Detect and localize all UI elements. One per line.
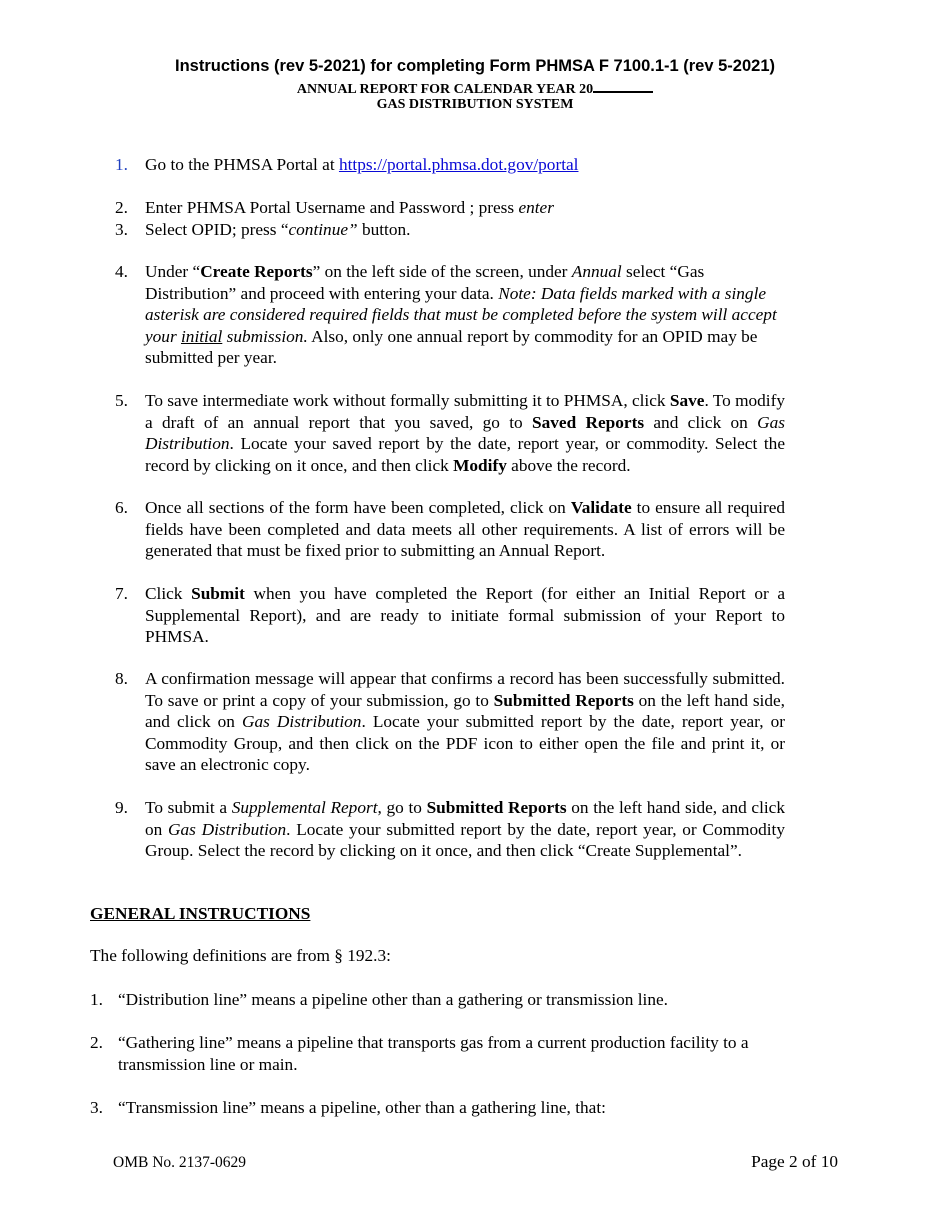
definition-3: 3. “Transmission line” means a pipeline, other than a gathering line, that: <box>90 1098 606 1117</box>
system-title: GAS DISTRIBUTION SYSTEM <box>376 97 574 112</box>
step-1: 1. Go to the PHMSA Portal at https://portal.phmsa.dot.gov/portal <box>115 155 579 174</box>
portal-link[interactable]: https://portal.phmsa.dot.gov/portal <box>338 155 579 174</box>
general-instructions-heading: GENERAL INSTRUCTIONS <box>90 904 311 923</box>
step-9: 9. To submit a Supplemental Report, go to Submitted Reports on the left hand side, and click on Gas Distribution. Locate your submitted report by the date, report year, or Commodity Group. Select the record by clicking on it once, and then click “Create Supplemental”. <box>115 798 785 861</box>
step-2: 2. Enter PHMSA Portal Username and Password ; press enter <box>115 198 554 217</box>
step-3: 3. Select OPID; press “continue” button. <box>115 220 411 239</box>
omb-number: OMB No. 2137-0629 <box>113 1154 247 1171</box>
page-number: Page 2 of 10 <box>751 1152 838 1171</box>
step-6: 6. Once all sections of the form have been completed, click on Validate to ensure all required fields have been completed and data meets all other requirements. A list of errors will be generated that must be fixed prior to submitting an Annual Report. <box>115 498 786 561</box>
step-5: 5. To save intermediate work without formally submitting it to PHMSA, click Save. To modify a draft of an annual report that you saved, go to Saved Reports and click on Gas Distribution. Locate your saved report by the date, report year, or commodity. Select the record by clicking on it once, and then click Modify above the record. <box>115 391 786 475</box>
definition-1: 1. “Distribution line” means a pipeline other than a gathering or transmission line. <box>90 990 668 1009</box>
document-title: Instructions (rev 5-2021) for completing Form PHMSA F 7100.1-1 (rev 5-2021) <box>175 57 775 75</box>
step-7: 7. Click Submit when you have completed the Report (for either an Initial Report or a Supplemental Report), and are ready to initiate formal submission of your Report to PHMSA. <box>115 584 786 647</box>
definition-2: 2. “Gathering line” means a pipeline that transports gas from a current production facility to a transmission line or main. <box>90 1033 749 1074</box>
step-4: 4. Under “Create Reports” on the left side of the screen, under Annual select “Gas Distribution” and proceed with entering your data. Note: Data fields marked with a single asterisk are considered required fields that must be completed before the system will accept your initial submission. Also, only one annual report by commodity for an OPID may be submitted per year. <box>115 262 777 368</box>
year-blank <box>593 79 653 93</box>
definitions-intro: The following definitions are from § 192.3: <box>90 946 391 965</box>
document-subtitle: ANNUAL REPORT FOR CALENDAR YEAR 20 <box>0 79 950 98</box>
step-8: 8. A confirmation message will appear that confirms a record has been successfully submitted. To save or print a copy of your submission, go to Submitted Reports on the left hand side, and click on Gas Distribution. Locate your submitted report by the date, report year, or Commodity Group, and then click on the PDF icon to either open the file and print it, or save an electronic copy. <box>115 669 786 775</box>
